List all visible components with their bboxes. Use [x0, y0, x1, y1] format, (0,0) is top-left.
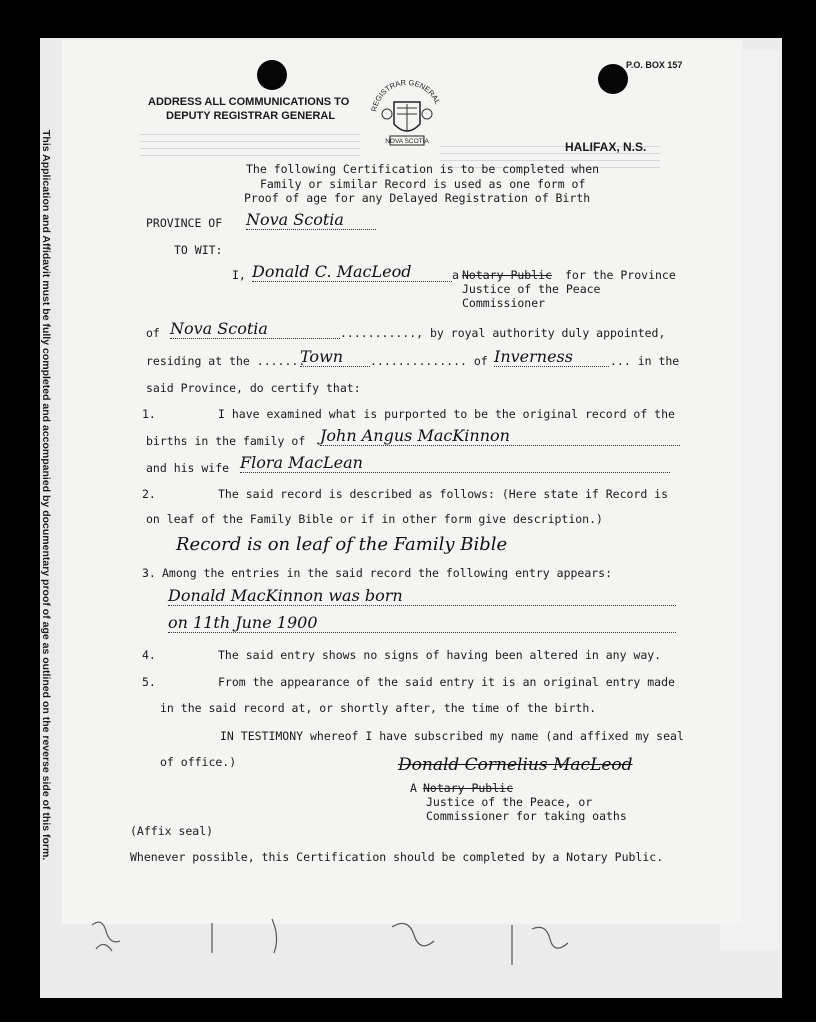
item-5-text: From the appearance of the said entry it is an original entry made	[218, 675, 675, 689]
family-value: John Angus MacKinnon	[320, 426, 680, 446]
commissioner: Commissioner	[462, 296, 546, 310]
testimony: IN TESTIMONY whereof I have subscribed my name (and affixed my seal	[220, 729, 684, 743]
underlying-form-scribbles	[62, 905, 742, 985]
item-3-text: Among the entries in the said record the following entry appears:	[162, 566, 613, 580]
a-label: a	[452, 268, 459, 282]
seal-text-bottom: NOVA SCOTIA	[385, 138, 429, 145]
signature: Donald Cornelius MacLeod	[398, 755, 633, 775]
item-1-number: 1.	[142, 407, 156, 421]
wife-value: Flora MacLean	[240, 453, 670, 473]
item-1-text: I have examined what is purported to be the original record of the	[218, 407, 675, 421]
item-2-text: The said record is described as follows: (Here state if Record is	[218, 487, 669, 501]
registrar-seal	[364, 72, 450, 158]
intro-line-2: Family or similar Record is used as one form of	[260, 177, 586, 191]
i-label: I,	[232, 268, 246, 282]
province-label: PROVINCE OF	[146, 216, 223, 230]
of-value: Nova Scotia	[170, 319, 340, 339]
item-2-text-2: on leaf of the Family Bible or if in other form give description.)	[146, 512, 603, 526]
underlying-form-strip	[62, 905, 742, 985]
svg-text:REGISTRAR GENERAL	[369, 78, 442, 113]
address-line-2: DEPUTY REGISTRAR GENERAL	[166, 110, 336, 122]
to-wit: TO WIT:	[174, 243, 223, 257]
signature-commissioner: Commissioner for taking oaths	[426, 809, 627, 823]
of-office: of office.)	[160, 755, 237, 769]
seal-text-top: REGISTRAR GENERAL	[369, 77, 443, 113]
side-note-text: This Application and Affidavit must be fully completed and accompanied by documentary proof of age as outlined on the reverse side of this form.	[40, 130, 52, 861]
residing-label: residing at the .......	[146, 354, 306, 368]
entry-line-2: on 11th June 1900	[168, 613, 676, 633]
po-box: P.O. BOX 157	[626, 60, 683, 70]
royal-authority: ..........., by royal authority duly appointed,	[340, 326, 666, 340]
record-description: Record is on leaf of the Family Bible	[176, 534, 508, 555]
affix-seal: (Affix seal)	[130, 824, 214, 838]
for-province: for the Province	[565, 268, 676, 282]
intro-line-3: Proof of age for any Delayed Registration of Birth	[244, 191, 591, 205]
notary-struck: Notary Public	[462, 268, 553, 282]
signature-jp: Justice of the Peace, or	[426, 795, 593, 809]
show-through-marks	[140, 128, 360, 158]
city: HALIFAX, N.S.	[565, 140, 647, 154]
wife-label: and his wife	[146, 461, 230, 475]
province-value: Nova Scotia	[246, 210, 376, 230]
punch-hole	[257, 60, 287, 90]
births-label: births in the family of	[146, 434, 306, 448]
entry-line-1: Donald MacKinnon was born	[168, 586, 676, 606]
intro-line-1: The following Certification is to be completed when	[246, 162, 600, 176]
item-5-number: 5.	[142, 675, 156, 689]
certifier-name: Donald C. MacLeod	[252, 262, 452, 282]
signature-notary-struck: Notary Public	[423, 781, 514, 795]
item-5-text-2: in the said record at, or shortly after, the time of the birth.	[160, 701, 597, 715]
in-the: ... in the	[610, 354, 680, 368]
punch-hole	[598, 64, 628, 94]
town-value: Inverness	[494, 347, 609, 367]
of-label: of	[146, 326, 160, 340]
side-note	[38, 130, 56, 860]
item-3-number: 3.	[142, 566, 156, 580]
item-4-text: The said entry shows no signs of having been altered in any way.	[218, 648, 662, 662]
said-province: said Province, do certify that:	[146, 381, 361, 395]
residing-of: .............. of	[370, 354, 488, 368]
item-2-number: 2.	[142, 487, 156, 501]
footer-note: Whenever possible, this Certification should be completed by a Notary Public.	[130, 850, 664, 864]
item-4-number: 4.	[142, 648, 156, 662]
residing-value: Town	[300, 347, 370, 367]
address-line-1: ADDRESS ALL COMMUNICATIONS TO	[148, 96, 350, 108]
signature-a: A	[410, 781, 417, 795]
justice-of-peace: Justice of the Peace	[462, 282, 601, 296]
